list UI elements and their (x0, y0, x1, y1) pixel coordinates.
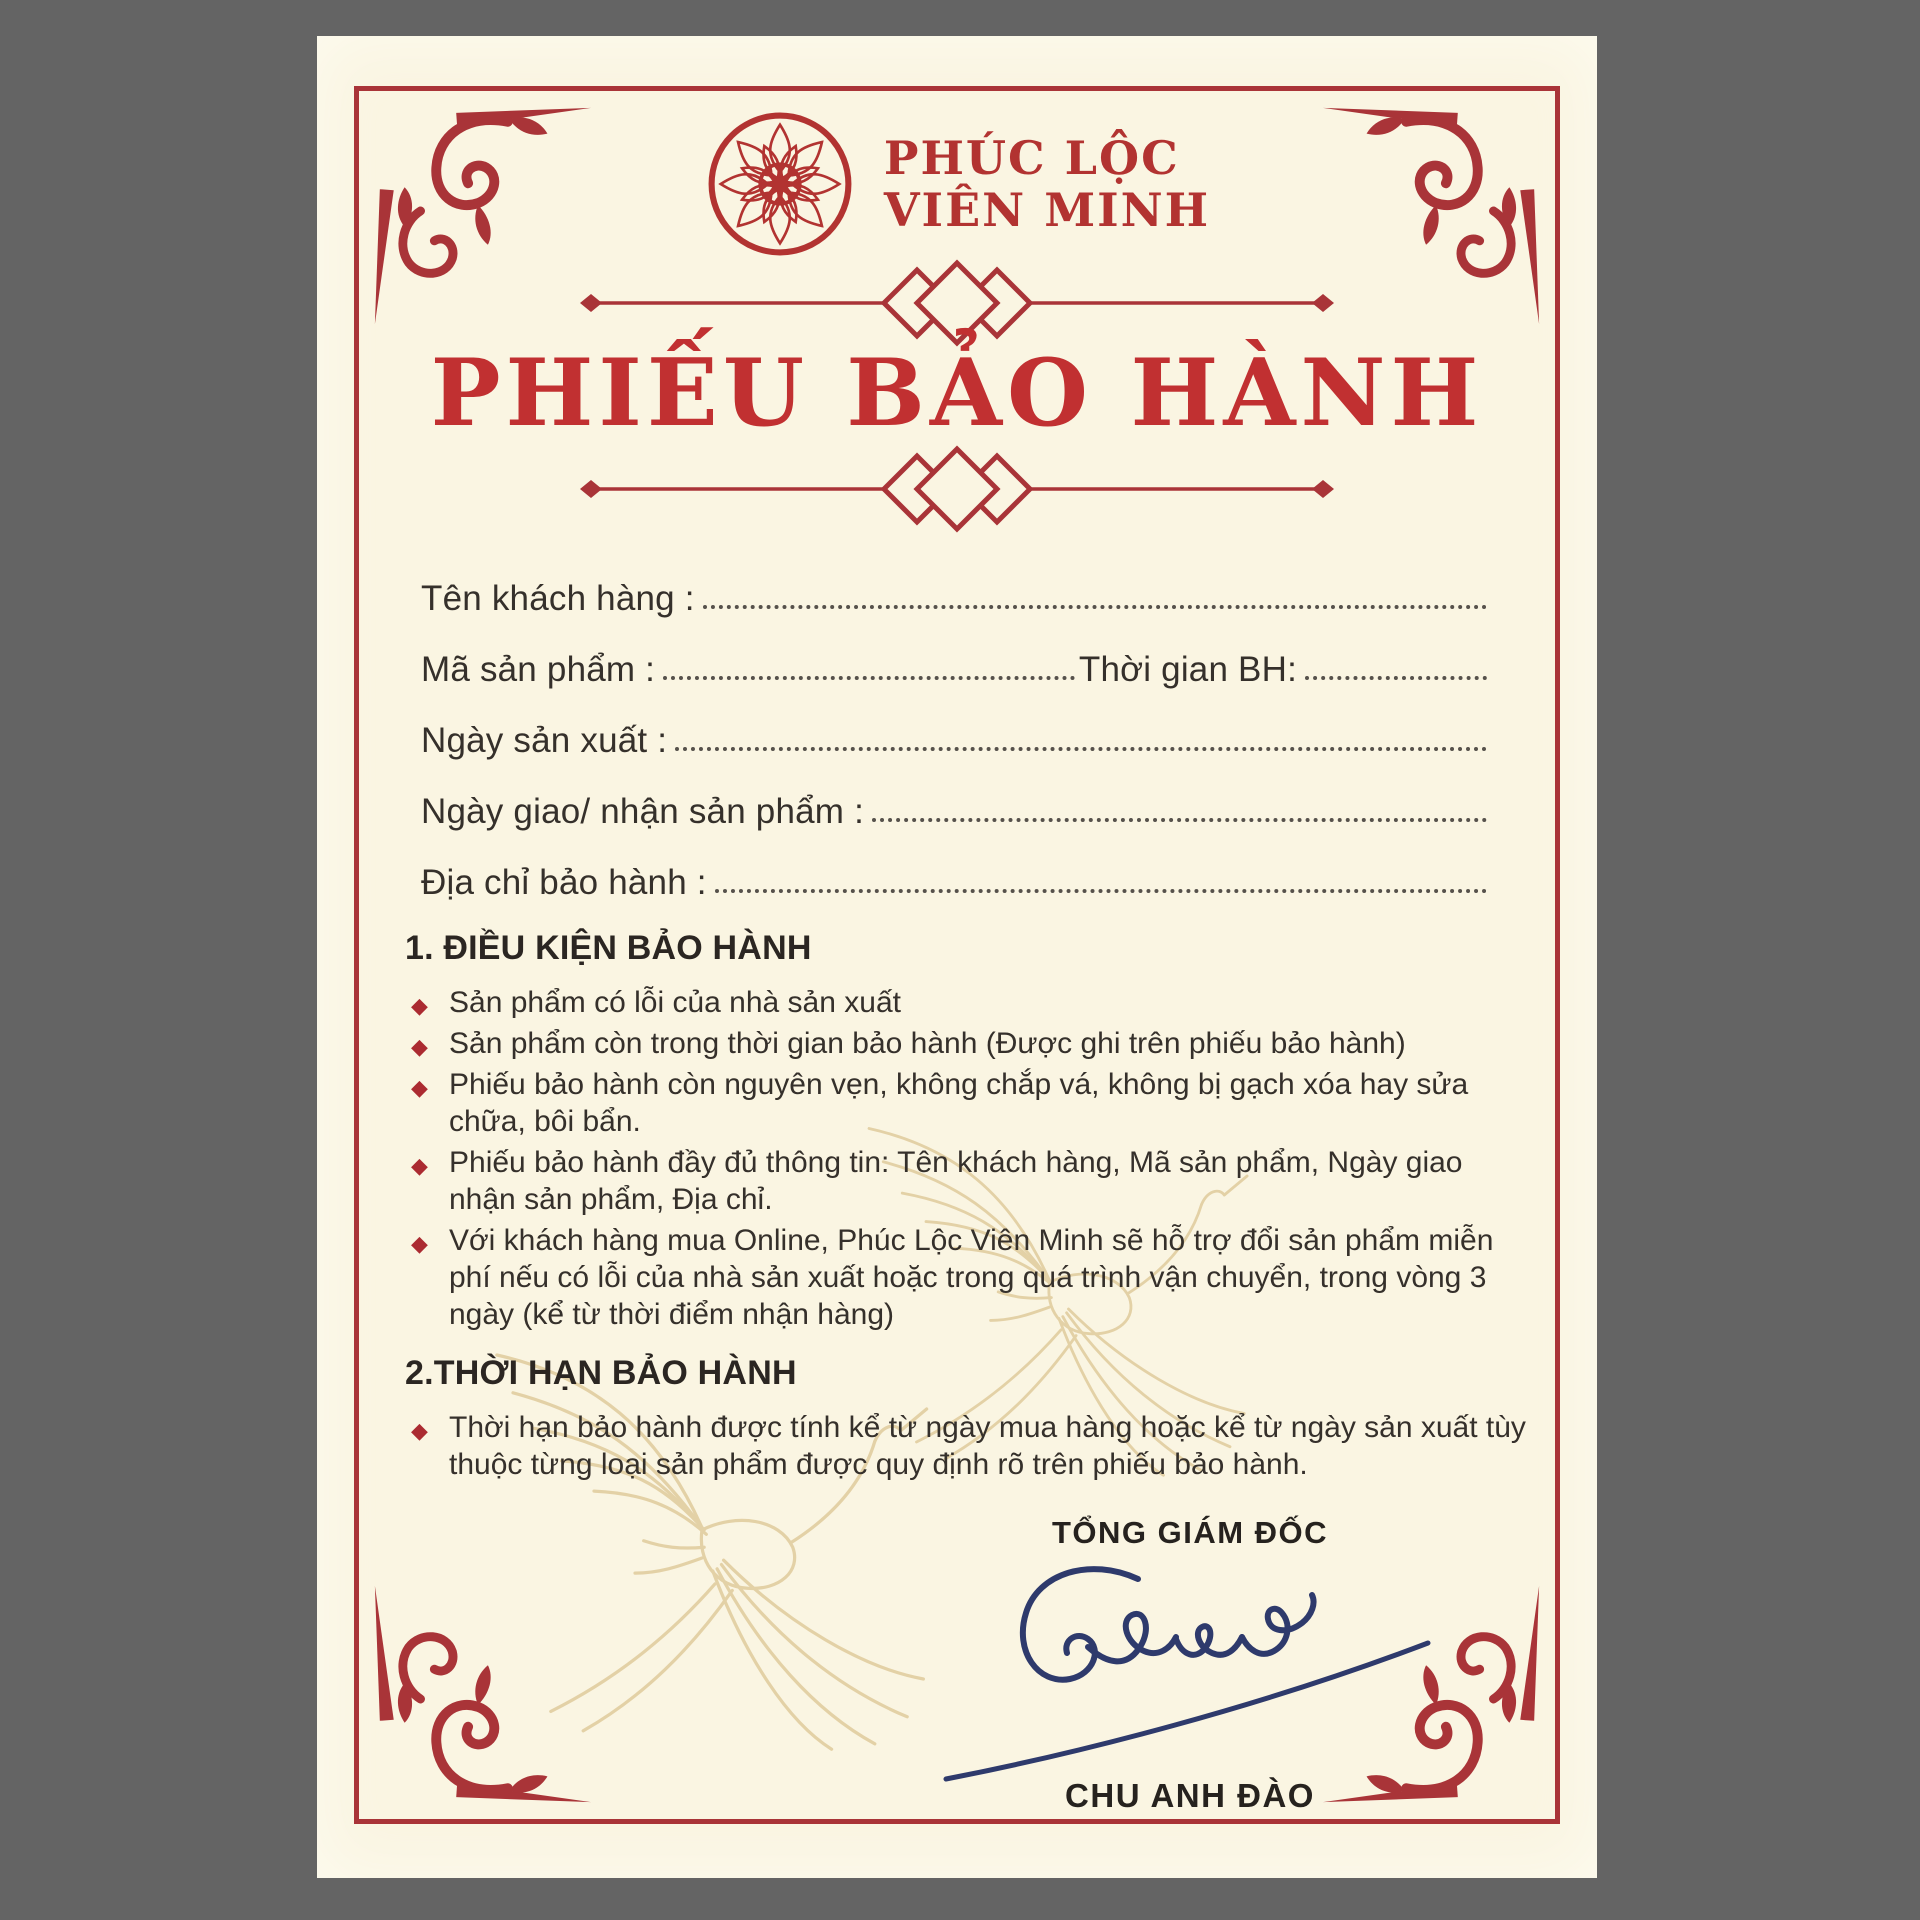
field-label: Mã sản phẩm : (421, 650, 656, 689)
brand-line1: PHÚC LỘC (883, 130, 1180, 185)
field-customer-name (421, 554, 1491, 625)
ornamental-divider-icon (317, 444, 1597, 534)
diamond-bullet-icon: ◆ (411, 1418, 428, 1443)
diamond-bullet-icon: ◆ (411, 1153, 428, 1178)
list-item-text: Sản phẩm còn trong thời gian bảo hành (Được ghi trên phiếu bảo hành) (449, 1027, 1406, 1060)
field-delivery-date (421, 767, 1491, 838)
dotted-line (663, 675, 1075, 680)
field-product-code-and-warranty-time (421, 625, 1491, 696)
section-warranty-conditions (405, 926, 1527, 1333)
warranty-card (317, 36, 1597, 1878)
list-item-text: Thời hạn bảo hành được tính kể từ ngày mua hàng hoặc kể từ ngày sản xuất tùy thuộc từng loại sản phẩm được quy định rõ trên phiếu bảo hành. (449, 1411, 1526, 1481)
diamond-bullet-icon: ◆ (411, 993, 428, 1018)
dotted-line (1305, 675, 1487, 680)
section-warranty-period (405, 1351, 1527, 1483)
corner-flourish-icon (361, 1578, 599, 1816)
signature-role: TỔNG GIÁM ĐỐC (1051, 1515, 1329, 1550)
list-item (405, 1144, 1527, 1218)
dotted-line (715, 888, 1487, 893)
dotted-line (872, 817, 1487, 822)
list-item-text: Sản phẩm có lỗi của nhà sản xuất (449, 986, 901, 1019)
list-item (405, 1222, 1527, 1333)
field-label: Địa chỉ bảo hành : (421, 863, 707, 902)
brand-header (317, 108, 1597, 260)
brand-name (884, 132, 1210, 237)
form-fields (421, 554, 1491, 909)
handwritten-signature-icon (930, 1551, 1450, 1783)
signature-name: CHU ANH ĐÀO (1065, 1777, 1315, 1814)
section-heading: 2.THỜI HẠN BẢO HÀNH (405, 1354, 797, 1392)
field-label: Thời gian BH: (1078, 650, 1297, 689)
dotted-line (703, 604, 1487, 609)
page-title: PHIẾU BẢO HÀNH (430, 338, 1484, 447)
brand-line2: VIÊN MINH (883, 183, 1211, 237)
list-item (405, 984, 1527, 1021)
field-label: Tên khách hàng : (421, 579, 695, 618)
diamond-bullet-icon: ◆ (411, 1231, 428, 1256)
dotted-line (675, 746, 1487, 751)
diamond-bullet-icon: ◆ (411, 1034, 428, 1059)
list-item-text: Với khách hàng mua Online, Phúc Lộc Viên Minh sẽ hỗ trợ đổi sản phẩm miễn phí nếu có lỗi của nhà sản xuất hoặc trong quá trình vận chuyển, trong vòng 3 ngày (kể từ thời điểm nhận hàng) (449, 1224, 1494, 1331)
list-item (405, 1025, 1527, 1062)
diamond-bullet-icon: ◆ (411, 1075, 428, 1100)
field-production-date (421, 696, 1491, 767)
list-item (405, 1409, 1527, 1483)
signature-block (960, 1515, 1420, 1845)
list-item-text: Phiếu bảo hành đầy đủ thông tin: Tên khách hàng, Mã sản phẩm, Ngày giao nhận sản phẩm, Địa chỉ. (449, 1146, 1463, 1216)
field-warranty-address (421, 838, 1491, 909)
section-heading: 1. ĐIỀU KIỆN BẢO HÀNH (405, 929, 812, 967)
list-item (405, 1066, 1527, 1140)
field-label: Ngày sản xuất : (421, 721, 668, 760)
lotus-mandala-logo-icon (704, 108, 856, 260)
list-item-text: Phiếu bảo hành còn nguyên vẹn, không chắp vá, không bị gạch xóa hay sửa chữa, bôi bẩn. (449, 1068, 1469, 1138)
terms-sections (405, 926, 1527, 1487)
field-label: Ngày giao/ nhận sản phẩm : (421, 792, 864, 831)
